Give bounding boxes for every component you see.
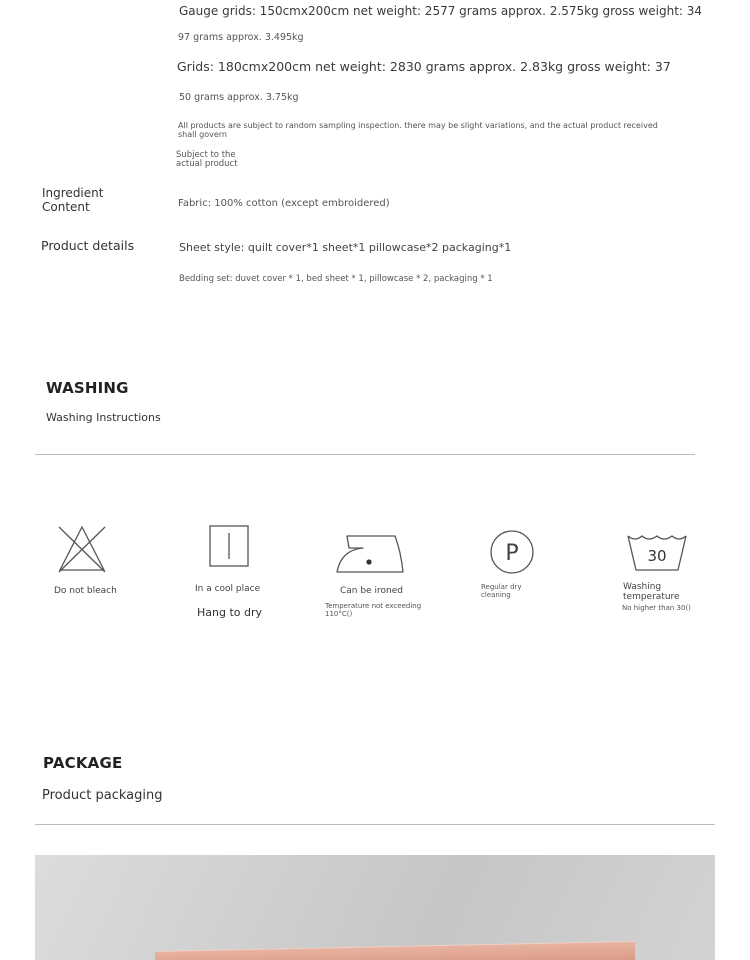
gauge-spec-line-2: 97 grams approx. 3.495kg (178, 32, 304, 43)
package-subtitle: Product packaging (42, 788, 163, 803)
packaging-box (155, 942, 635, 960)
iron-note: Temperature not exceeding 110°C() (325, 602, 422, 618)
sheet-style-value: Sheet style: quilt cover*1 sheet*1 pillowcase*2 packaging*1 (179, 241, 512, 254)
subject-note: Subject to the actual product (176, 150, 238, 169)
packaging-photo (35, 855, 715, 960)
gauge-spec-line-1: Gauge grids: 150cmx200cm net weight: 2577 grams approx. 2.575kg gross weight: 34 (179, 4, 703, 18)
washing-subtitle: Washing Instructions (46, 411, 161, 424)
dry-clean-caption: Regular dry cleaning (481, 583, 522, 599)
grids-spec-line-2: 50 grams approx. 3.75kg (179, 92, 299, 103)
product-details-label: Product details (41, 238, 135, 253)
wash-tub-icon (626, 533, 688, 573)
hang-dry-icon (209, 525, 249, 567)
iron-icon (335, 532, 405, 574)
no-bleach-caption: Do not bleach (54, 586, 117, 596)
hang-dry-caption-top: In a cool place (195, 584, 261, 594)
washing-divider (35, 454, 695, 455)
grids-spec-line-1: Grids: 180cmx200cm net weight: 2830 grams approx. 2.83kg gross weight: 37 (177, 59, 671, 74)
package-divider (35, 824, 715, 825)
bedding-set-value: Bedding set: duvet cover * 1, bed sheet * 1, pillowcase * 2, packaging * 1 (179, 274, 493, 284)
no-bleach-icon (56, 524, 108, 574)
hang-dry-caption: Hang to dry (197, 606, 263, 619)
svg-text:P: P (505, 541, 519, 566)
wash-temp-caption: Washing temperature (623, 582, 680, 601)
sampling-disclaimer: All products are subject to random sampling inspection. there may be slight variations, and the actual product received shall govern (178, 121, 658, 139)
iron-caption: Can be ironed (340, 586, 403, 596)
svg-text:30: 30 (647, 547, 667, 565)
dry-clean-p-icon (489, 529, 535, 575)
wash-temp-note: No higher than 30() (622, 604, 691, 612)
washing-title: WASHING (46, 379, 129, 397)
ingredient-label: Ingredient Content (42, 186, 104, 214)
package-title: PACKAGE (43, 754, 123, 772)
ingredient-value: Fabric: 100% cotton (except embroidered) (178, 198, 390, 209)
